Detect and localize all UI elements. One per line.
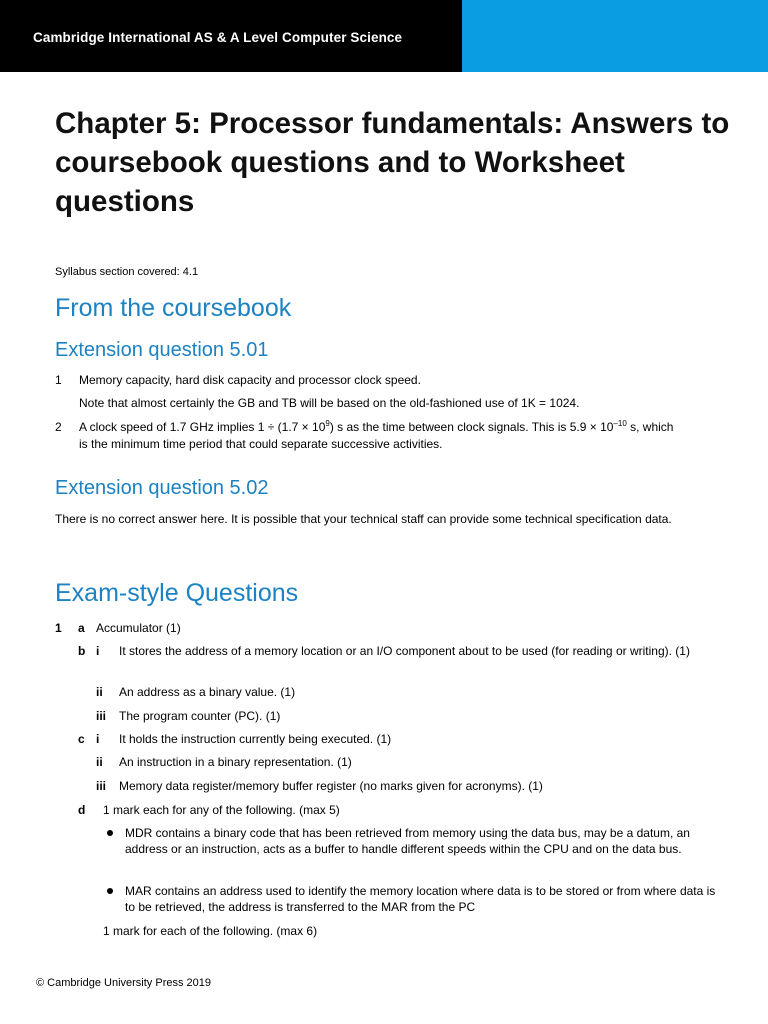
q2-part3: s, which [626,420,674,434]
extension-heading-502: Extension question 5.02 [55,477,269,499]
part-d-bullet-mar: MAR contains an address used to identify the memory location where data is to be stored or from where data is to be retrieved, the address is transferred to the MAR from the PC [125,884,716,914]
q2-part1: A clock speed of 1.7 GHz implies 1 ÷ (1.7 × 10 [79,420,326,434]
q2-number: 2 [55,420,62,434]
part-c-i-label: i [96,732,100,746]
course-title: Cambridge International AS & A Level Computer Science [33,30,403,45]
part-d-outro: 1 mark for each of the following. (max 6) [103,924,318,938]
part-b-iii-label: iii [96,709,107,723]
section-heading-exam: Exam-style Questions [55,579,299,607]
part-a-label: a [78,621,85,635]
part-c-ii-label: ii [96,755,103,769]
part-d-bullet-mdr: MDR contains a binary code that has been retrieved from memory using the data bus, may be a datum, an address or an instruction, acts as a buffer to handle different speeds within the CPU and on the data bus. [125,826,690,856]
part-a-answer: Accumulator (1) [96,621,181,635]
section-heading-coursebook: From the coursebook [55,294,292,322]
bullet-dot [107,830,113,836]
q2-answer-line1 [79,419,673,435]
part-d-intro: 1 mark each for any of the following. (max 5) [103,803,340,817]
q1-answer: Memory capacity, hard disk capacity and processor clock speed. [79,373,421,387]
part-b-ii-label: ii [96,685,103,699]
part-c-label: c [78,732,85,746]
q2-exponent2: –10 [613,419,627,428]
part-c-iii-answer: Memory data register/memory buffer register (no marks given for acronyms). (1) [119,779,543,793]
part-b-ii-answer: An address as a binary value. (1) [119,685,296,699]
footer-copyright: © Cambridge University Press 2019 [36,977,212,989]
q2-answer-line2: is the minimum time period that could separate successive activities. [79,437,443,451]
part-c-iii-label: iii [96,779,107,793]
ext502-answer: There is no correct answer here. It is possible that your technical staff can provide some technical specification data. [55,512,672,526]
part-b-i-answer: It stores the address of a memory location or an I/O component about to be used (for reading or writing). (1) [119,644,690,658]
part-b-label: b [78,644,86,658]
part-b-i-label: i [96,644,100,658]
q2-part2: ) s as the time between clock signals. This is 5.9 × 10 [329,420,614,434]
q1-number: 1 [55,373,62,387]
extension-heading-501: Extension question 5.01 [55,339,269,361]
part-d-label: d [78,803,86,817]
exam-q1-number: 1 [55,621,62,635]
part-c-i-answer: It holds the instruction currently being executed. (1) [119,732,392,746]
header-banner [0,0,768,72]
document-title: Chapter 5: Processor fundamentals: Answers to coursebook questions and to Worksheet questions [55,107,730,218]
syllabus-line: Syllabus section covered: 4.1 [55,266,199,278]
part-b-iii-answer: The program counter (PC). (1) [119,709,281,723]
bullet-dot [107,888,113,894]
banner-blue-block [462,0,768,72]
q1-note: Note that almost certainly the GB and TB will be based on the old-fashioned use of 1K = 1024. [79,396,580,410]
q2-exponent1: 9 [325,419,330,428]
part-c-ii-answer: An instruction in a binary representation. (1) [119,755,352,769]
